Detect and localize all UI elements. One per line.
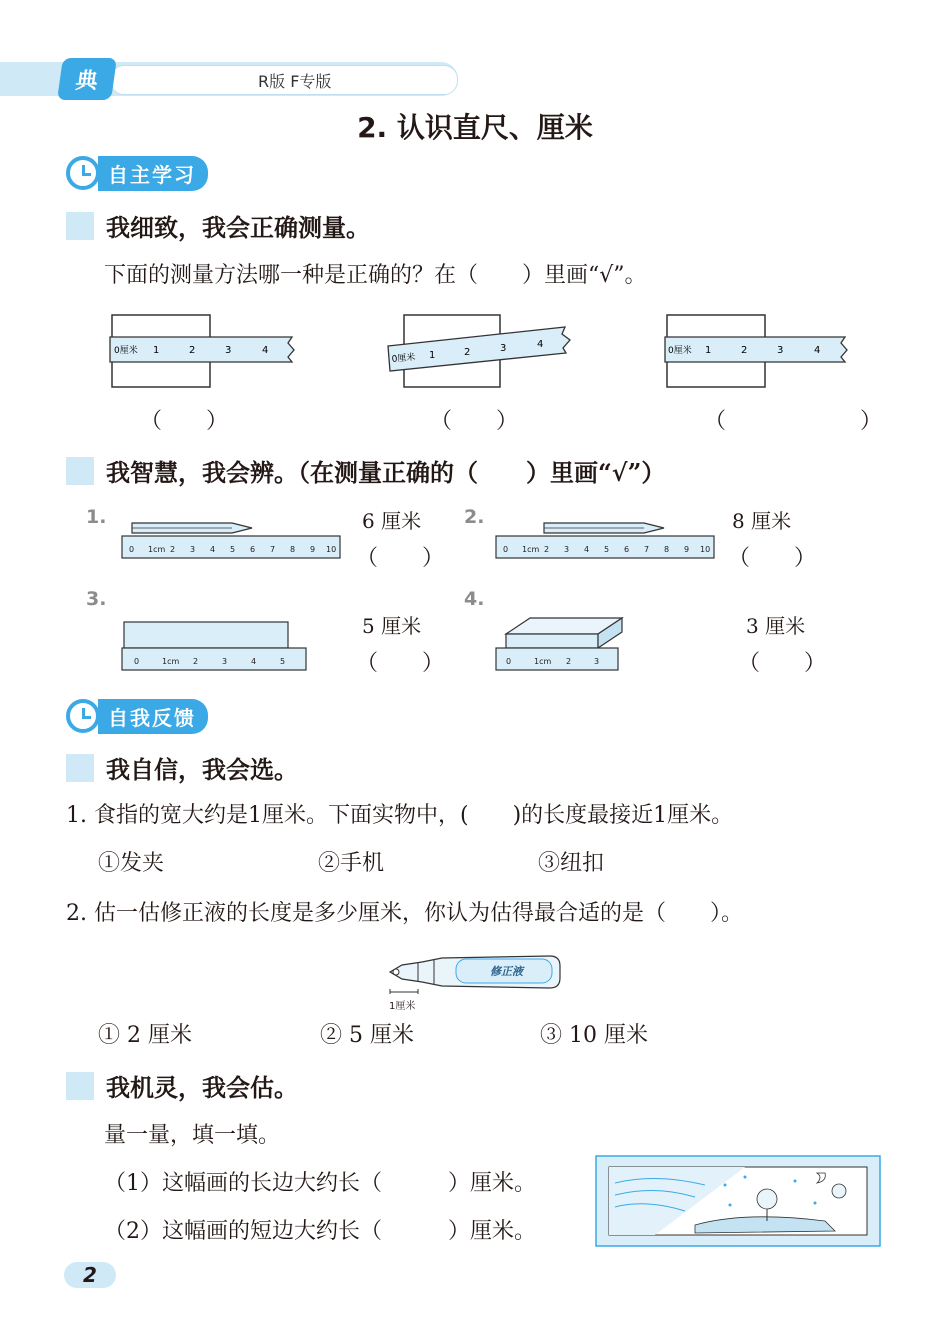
svg-text:10: 10: [326, 545, 337, 554]
svg-text:1: 1: [705, 345, 712, 356]
svg-text:6: 6: [624, 545, 630, 554]
svg-text:4: 4: [814, 345, 821, 356]
svg-text:2: 2: [741, 345, 748, 356]
svg-text:3: 3: [777, 345, 784, 356]
item-4-blank[interactable]: （ ）: [738, 651, 827, 676]
svg-text:3: 3: [500, 343, 507, 354]
item-number-2: 2.: [464, 506, 485, 528]
svg-text:0: 0: [503, 545, 509, 554]
svg-text:9: 9: [684, 545, 690, 554]
book-logo: 典: [57, 58, 117, 100]
scale-label: 1厘米: [389, 1001, 416, 1012]
item-3-length: 5 厘米: [362, 614, 422, 638]
bottle-label: 修正液: [490, 965, 523, 978]
item-number-4: 4.: [464, 588, 485, 610]
svg-text:1cm: 1cm: [534, 657, 552, 666]
part2-heading: [66, 453, 665, 488]
svg-text:5: 5: [604, 545, 610, 554]
section-label: 自我反馈: [98, 699, 208, 734]
alarm-clock-icon: [66, 156, 100, 190]
svg-text:3: 3: [222, 657, 228, 666]
part1-heading-text: 我细致，我会正确测量。: [106, 213, 370, 242]
diagram-c: [665, 315, 847, 387]
item-1-blank[interactable]: （ ）: [356, 546, 445, 571]
q1-option-a[interactable]: ①发夹: [98, 851, 165, 876]
part4-heading: [66, 1068, 298, 1103]
item-1-length: 6 厘米: [362, 509, 422, 533]
block-ruler-3: [118, 618, 318, 674]
svg-text:0: 0: [134, 657, 140, 666]
page-number: 2: [64, 1262, 116, 1288]
section-tag-self-study: [66, 155, 208, 191]
q2-option-b[interactable]: ② 5 厘米: [320, 1023, 414, 1048]
part4-question-2: （2）这幅画的短边大约长（ ）厘米。: [104, 1219, 536, 1244]
svg-text:7: 7: [644, 545, 650, 554]
svg-text:7: 7: [270, 545, 276, 554]
item-2-blank[interactable]: （ ）: [728, 546, 817, 571]
square-marker-icon: [66, 754, 94, 782]
svg-text:2: 2: [566, 657, 572, 666]
svg-text:3: 3: [594, 657, 600, 666]
svg-text:2: 2: [170, 545, 176, 554]
svg-text:2: 2: [193, 657, 199, 666]
item-4-length: 3 厘米: [746, 614, 806, 638]
part3-question-2: 2. 估一估修正液的长度是多少厘米，你认为估得最合适的是（ ）。: [66, 901, 743, 926]
answer-blank-a[interactable]: （ ）: [140, 409, 229, 434]
svg-text:6: 6: [250, 545, 256, 554]
part1-heading: [66, 208, 370, 243]
svg-text:1cm: 1cm: [522, 545, 540, 554]
svg-text:2: 2: [464, 347, 471, 358]
svg-text:3: 3: [190, 545, 196, 554]
correction-fluid-bottle: [382, 950, 564, 996]
svg-text:8: 8: [664, 545, 670, 554]
pencil-ruler-2: [492, 515, 722, 563]
svg-text:5: 5: [280, 657, 286, 666]
svg-text:0厘米: 0厘米: [114, 346, 138, 356]
part4-prompt: 量一量，填一填。: [104, 1123, 281, 1148]
svg-text:0厘米: 0厘米: [391, 352, 416, 365]
svg-text:5: 5: [230, 545, 236, 554]
answer-blank-b[interactable]: （ ）: [430, 409, 519, 434]
page-title: 2. 认识直尺、厘米: [357, 111, 593, 144]
svg-text:4: 4: [251, 657, 257, 666]
item-number-1: 1.: [86, 506, 107, 528]
part3-heading: [66, 750, 298, 785]
svg-text:4: 4: [584, 545, 590, 554]
item-2-length: 8 厘米: [732, 509, 792, 533]
svg-text:0: 0: [506, 657, 512, 666]
svg-text:3: 3: [225, 345, 232, 356]
svg-text:1cm: 1cm: [162, 657, 180, 666]
item-number-3: 3.: [86, 588, 107, 610]
square-marker-icon: [66, 1072, 94, 1100]
part1-diagrams: [100, 310, 860, 395]
svg-text:1cm: 1cm: [148, 545, 166, 554]
svg-text:1: 1: [429, 350, 436, 361]
framed-painting: [595, 1155, 881, 1247]
svg-text:2: 2: [544, 545, 550, 554]
svg-text:0厘米: 0厘米: [668, 346, 692, 356]
q1-option-b[interactable]: ②手机: [318, 851, 385, 876]
q2-option-c[interactable]: ③ 10 厘米: [540, 1023, 648, 1048]
section-label: 自主学习: [98, 156, 208, 191]
svg-text:10: 10: [700, 545, 711, 554]
svg-text:2: 2: [189, 345, 196, 356]
svg-text:1: 1: [153, 345, 160, 356]
svg-text:0: 0: [129, 545, 135, 554]
svg-text:9: 9: [310, 545, 316, 554]
q1-option-c[interactable]: ③纽扣: [538, 851, 605, 876]
q2-option-a[interactable]: ① 2 厘米: [98, 1023, 192, 1048]
square-marker-icon: [66, 212, 94, 240]
svg-text:4: 4: [210, 545, 216, 554]
part2-heading-text: 我智慧，我会辨。（在测量正确的（ ）里画“√”）: [106, 458, 666, 487]
svg-text:4: 4: [537, 339, 544, 350]
part4-heading-text: 我机灵，我会估。: [106, 1073, 298, 1102]
part4-question-1: （1）这幅画的长边大约长（ ）厘米。: [104, 1171, 536, 1196]
alarm-clock-icon: [66, 699, 100, 733]
square-marker-icon: [66, 457, 94, 485]
part3-heading-text: 我自信，我会选。: [106, 755, 298, 784]
pencil-ruler-1: [118, 515, 348, 563]
svg-text:4: 4: [262, 345, 269, 356]
part1-question: 下面的测量方法哪一种是正确的？在（ ）里画“√”。: [104, 263, 647, 288]
diagram-a: [110, 315, 294, 387]
answer-blank-c[interactable]: （ ）: [704, 409, 913, 434]
edition-label: R版 F专版: [258, 72, 332, 91]
section-tag-self-feedback: [66, 698, 208, 734]
diagram-b: [388, 315, 570, 387]
svg-text:3: 3: [564, 545, 570, 554]
block-ruler-4: [492, 614, 632, 674]
svg-text:8: 8: [290, 545, 296, 554]
item-3-blank[interactable]: （ ）: [356, 651, 445, 676]
part3-question-1: 1. 食指的宽大约是1厘米。下面实物中，( )的长度最接近1厘米。: [66, 803, 734, 828]
